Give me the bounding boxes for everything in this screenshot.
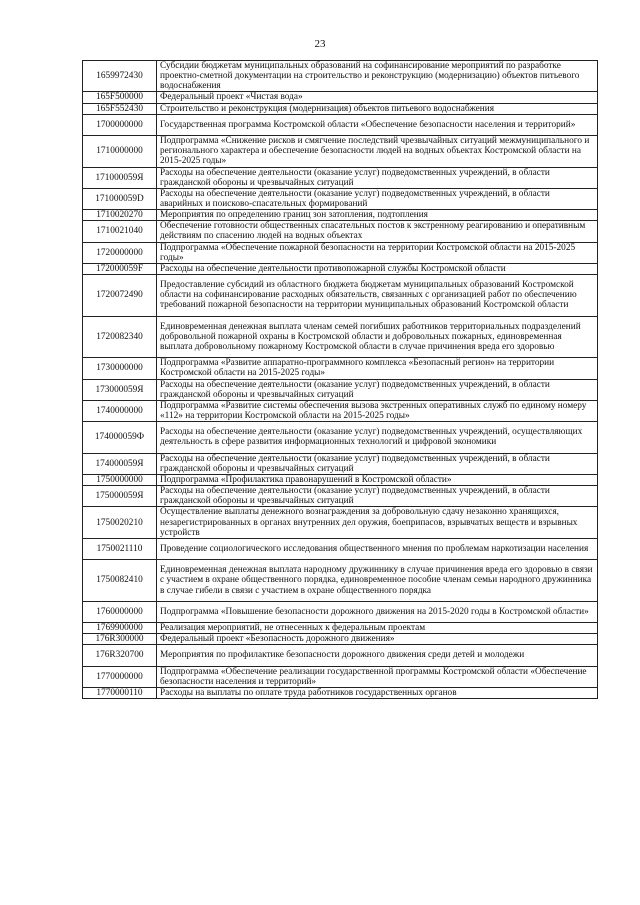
row-code: 176R320700 (83, 645, 157, 666)
page-number: 23 (314, 38, 326, 50)
table-row (83, 221, 598, 242)
table-row (83, 400, 598, 421)
row-code: 1750000000 (83, 474, 157, 485)
table-row (83, 210, 598, 221)
table-row (83, 645, 598, 666)
row-code: 1659972430 (83, 61, 157, 92)
table-row (83, 316, 598, 358)
table-row (83, 167, 598, 188)
row-code: 165F552430 (83, 103, 157, 114)
table-row (83, 538, 598, 559)
row-code: 1750021110 (83, 538, 157, 559)
row-code: 174000059Я (83, 453, 157, 474)
row-name: Проведение социологического исследования общественного мнения по проблемам наркотизации населения (157, 538, 598, 559)
row-code: 1730000000 (83, 358, 157, 379)
table-row (83, 634, 598, 645)
row-name: Предоставление субсидий из областного бюджета бюджетам муниципальных образований Костромской области на софинансирование расходных обязательств, связанных с организацией работ по обеспечению требований пожарной безопасности на территории муниципальных образований Костромской области (157, 275, 598, 317)
table-row (83, 601, 598, 622)
row-name: Единовременная денежная выплата народному дружиннику в случае причинения вреда его здоровью в связи с участием в охране общественного порядка, единовременное пособие членам семьи народного дружинника в случае гибели в связи с участием в охране общественного порядка (157, 560, 598, 602)
table-row (83, 422, 598, 453)
table-row (83, 136, 598, 167)
budget-code-table (82, 60, 598, 699)
row-code: 1760000000 (83, 601, 157, 622)
row-code: 1720000000 (83, 242, 157, 263)
row-name: Единовременная денежная выплата членам семей погибших работников территориальных подразделений добровольной пожарной охраны в Костромской области и добровольных пожарных, единовременная выплата добровольному пожарному Костромской области в случае причинения вреда его здоровью (157, 316, 598, 358)
row-name: Федеральный проект «Чистая вода» (157, 92, 598, 103)
row-code: 1720072490 (83, 275, 157, 317)
table-row (83, 263, 598, 274)
table-row (83, 358, 598, 379)
row-code: 1770000000 (83, 666, 157, 687)
row-code: 1710021040 (83, 221, 157, 242)
row-name: Расходы на обеспечение деятельности (оказание услуг) подведомственных учреждений, в области аварийных и поисково-спасательных формирований (157, 188, 598, 209)
row-code: 1769900000 (83, 623, 157, 634)
table-row (83, 61, 598, 92)
row-name: Реализация мероприятий, не отнесенных к федеральным проектам (157, 623, 598, 634)
row-name: Осуществление выплаты денежного вознаграждения за добровольную сдачу незаконно хранящихся, незарегистрированных в органах внутренних дел оружия, боеприпасов, взрывчатых веществ и взрывных устройств (157, 507, 598, 538)
row-code: 1710000000 (83, 136, 157, 167)
row-name: Расходы на выплаты по оплате труда работников государственных органов (157, 688, 598, 699)
row-name: Мероприятия по определению границ зон затопления, подтопления (157, 210, 598, 221)
table-row (83, 486, 598, 507)
row-name: Подпрограмма «Снижение рисков и смягчение последствий чрезвычайных ситуаций межмуниципального и регионального характера и обеспечение безопасности людей на водных объектах Костромской области на 2015-2025 годы» (157, 136, 598, 167)
table-row (83, 114, 598, 135)
row-name: Подпрограмма «Обеспечение реализации государственной программы Костромской области «Обеспечение безопасности населения и территорий» (157, 666, 598, 687)
row-code: 173000059Я (83, 379, 157, 400)
row-code: 175000059Я (83, 486, 157, 507)
row-name: Подпрограмма «Профилактика правонарушений в Костромской области» (157, 474, 598, 485)
table-row (83, 666, 598, 687)
table-row (83, 560, 598, 602)
row-name: Подпрограмма «Развитие системы обеспечения вызова экстренных оперативных служб по единому номеру «112» на территории Костромской области на 2015-2025 годы» (157, 400, 598, 421)
row-code: 1700000000 (83, 114, 157, 135)
table-row (83, 188, 598, 209)
table-row (83, 453, 598, 474)
row-name: Федеральный проект «Безопасность дорожного движения» (157, 634, 598, 645)
table-row (83, 103, 598, 114)
row-name: Обеспечение готовности общественных спасательных постов к экстренному реагированию и оперативным действиям по спасению людей на водных объектах (157, 221, 598, 242)
row-code: 1770000110 (83, 688, 157, 699)
row-name: Расходы на обеспечение деятельности (оказание услуг) подведомственных учреждений, в области гражданской обороны и чрезвычайных ситуаций (157, 453, 598, 474)
table-row (83, 379, 598, 400)
table-row (83, 507, 598, 538)
table-body (83, 61, 598, 699)
row-code: 171000059D (83, 188, 157, 209)
row-code: 174000059Ф (83, 422, 157, 453)
row-code: 176R300000 (83, 634, 157, 645)
row-code: 1750020210 (83, 507, 157, 538)
row-name: Расходы на обеспечение деятельности противопожарной службы Костромской области (157, 263, 598, 274)
row-name: Государственная программа Костромской области «Обеспечение безопасности населения и территорий» (157, 114, 598, 135)
table-row (83, 474, 598, 485)
row-name: Строительство и реконструкция (модернизация) объектов питьевого водоснабжения (157, 103, 598, 114)
table-row (83, 688, 598, 699)
row-code: 1720082340 (83, 316, 157, 358)
row-name: Расходы на обеспечение деятельности (оказание услуг) подведомственных учреждений, в области гражданской обороны и чрезвычайных ситуаций (157, 379, 598, 400)
row-code: 1710020270 (83, 210, 157, 221)
row-name: Субсидии бюджетам муниципальных образований на софинансирование мероприятий по разработке проектно-сметной документации на строительство и реконструкцию (модернизацию) объектов питьевого водоснабжения (157, 61, 598, 92)
row-name: Расходы на обеспечение деятельности (оказание услуг) подведомственных учреждений, в области гражданской обороны и чрезвычайных ситуаций (157, 486, 598, 507)
row-name: Расходы на обеспечение деятельности (оказание услуг) подведомственных учреждений, в области гражданской обороны и чрезвычайных ситуаций (157, 167, 598, 188)
row-code: 1750082410 (83, 560, 157, 602)
row-name: Подпрограмма «Повышение безопасности дорожного движения на 2015-2020 годы в Костромской области» (157, 601, 598, 622)
row-code: 1740000000 (83, 400, 157, 421)
row-code: 171000059Я (83, 167, 157, 188)
row-name: Подпрограмма «Развитие аппаратно-программного комплекса «Безопасный регион» на территории Костромской области на 2015-2025 годы» (157, 358, 598, 379)
table-row (83, 623, 598, 634)
row-name: Подпрограмма «Обеспечение пожарной безопасности на территории Костромской области на 2015-2025 годы» (157, 242, 598, 263)
table-row (83, 92, 598, 103)
row-name: Расходы на обеспечение деятельности (оказание услуг) подведомственных учреждений, осуществляющих деятельность в сфере развития информационных технологий и цифровой экономики (157, 422, 598, 453)
table-row (83, 275, 598, 317)
row-name: Мероприятия по профилактике безопасности дорожного движения среди детей и молодежи (157, 645, 598, 666)
table-row (83, 242, 598, 263)
row-code: 172000059F (83, 263, 157, 274)
row-code: 165F500000 (83, 92, 157, 103)
